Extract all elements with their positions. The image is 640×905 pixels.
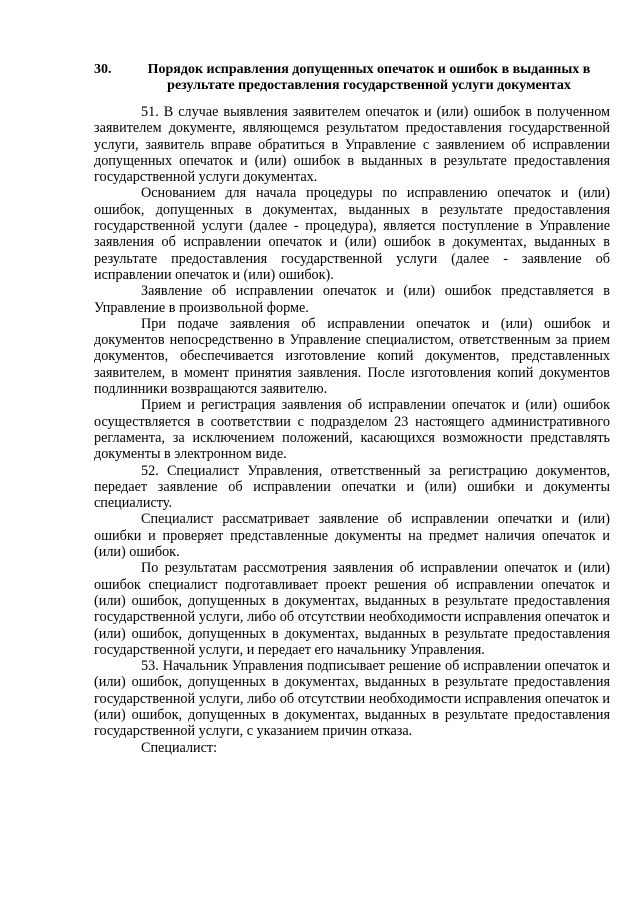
paragraph-registration: Прием и регистрация заявления об исправлении опечаток и (или) ошибок осуществляется в соответствии с подразделом 23 настоящего административного регламента, за исключением положений, касающихся возможности представлять документы в электронном виде. (94, 397, 610, 463)
document-body (94, 62, 610, 756)
paragraph-specialist: Специалист: (141, 739, 218, 756)
paragraph-52: 52. Специалист Управления, ответственный за регистрацию документов, передает заявление об исправлении опечатки и (или) ошибки и документы специалисту. (94, 462, 610, 512)
paragraph-procedure-basis: Основанием для начала процедуры по исправлению опечаток и (или) ошибок, допущенных в документах, выданных в результате предоставления государственной услуги (далее - процедура), является поступление в Управление заявления об исправлении опечаток и (или) ошибок в документах, выданных в результате предоставления государственной услуги (далее - заявление об исправлении опечаток и (или) ошибок). (94, 185, 610, 283)
section-heading (94, 62, 610, 94)
section-title: Порядок исправления допущенных опечаток и ошибок в выданных в результате предоставления государственной услуги документах (147, 62, 591, 93)
paragraph-51: 51. В случае выявления заявителем опечаток и (или) ошибок в полученном заявителем документе, являющемся результатом предоставления государственной услуги, заявитель вправе обратиться в Управление с заявлением об исправлении допущенных опечаток и (или) ошибок в выданных в результате предоставления государственной услуги документах. (94, 104, 610, 186)
paragraph-submission: При подаче заявления об исправлении опечаток и (или) ошибок и документов непосредственно в Управление специалистом, ответственным за прием документов, обеспечивается изготовление копий документов, представленных заявителем, в момент принятия заявления. После изготовления копий документов подлинники возвращаются заявителю. (94, 315, 610, 398)
paragraph-decision-draft: По результатам рассмотрения заявления об исправлении опечаток и (или) ошибок специалист подготавливает проект решения об исправлении опечаток и (или) ошибок, допущенных в документах, выданных в результате предоставления государственной услуги, либо об отсутствии необходимости исправления опечаток и (или) ошибок, допущенных в документах, выданных в результате предоставления государственной услуги, и передает его начальнику Управления. (94, 560, 610, 658)
paragraph-53: 53. Начальник Управления подписывает решение об исправлении опечаток и (или) ошибок, допущенных в документах, выданных в результате предоставления государственной услуги, либо об отсутствии необходимости исправления опечаток и (или) ошибок, допущенных в документах, выданных в результате предоставления государственной услуги, с указанием причин отказа. (94, 658, 610, 740)
paragraph-review: Специалист рассматривает заявление об исправлении опечатки и (или) ошибки и проверяет представленные документы на предмет наличия опечаток и (или) ошибок. (94, 511, 610, 561)
section-number: 30. (94, 62, 112, 77)
paragraph-free-form: Заявление об исправлении опечаток и (или) ошибок представляется в Управление в произвольной форме. (94, 283, 610, 316)
